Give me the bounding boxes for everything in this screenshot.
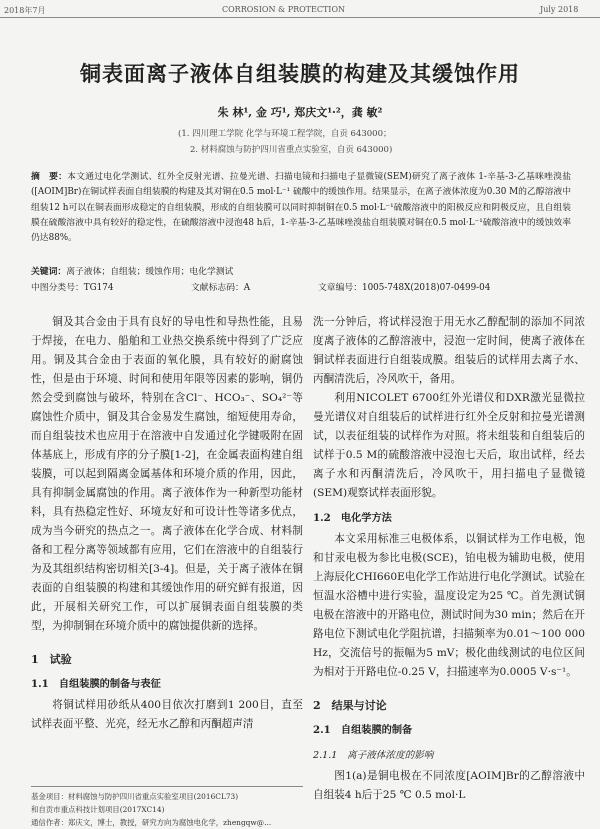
header-rule [0,17,600,18]
section-1-2-paragraph: 本文采用标准三电极体系，以铜试样为工作电极，饱和甘汞电极为参比电极(SCE)，铂电极为辅助电极，使用上海辰化CHI660E电化学工作站进行电化学测试。试验在恒温水浴槽中进行实验，温度设定为25 ℃。首先测试铜电极在溶液中的开路电位，测试时间为30 min；然后在开路电位下测试电化学阻抗谱，扫描频率为0.01～100 000 Hz，交流信号的振幅为5 mV；极化曲线测试的电位区间为相对于开路电位-0.25 V，扫描速率为0.0005 V·s⁻¹。 [313,533,585,678]
intro-paragraph: 铜及其合金由于具有良好的导电性和导热性能，且易于焊接，在电力、船舶和工业热交换系统中得到了广泛应用。铜及其合金由于表面的氧化膜，具有较好的耐腐蚀性，但是由于环境、时间和使用年限等因素的影响，铜仍然会受到腐蚀与破坏，特别在含Cl⁻、HCO₃⁻、SO₄²⁻等腐蚀性介质中，铜及其合金易发生腐蚀，缩短使用寿命，而自组装技术也应用于在溶液中自发通过化学键吸附在固体基底上，形成有序的分子膜[1-2]，在金属表面构建自组装膜，可以起到隔离金属基体和环境介质的作用，因此，具有抑制金属腐蚀的作用。离子液体作为一种新型功能材料，具有热稳定性好、环境友好和可设计性等诸多优点，成为当今研究的热点之一。离子液体在化学合成、材料制备和工程分离等领域都有应用，它们在溶液中的自组装行为及其组织结构密切相关[3-4]。但是，关于离子液体在铜表面的自组装膜的构建和其缓蚀作用的研究鲜有报道，因此，开展相关研究工作，可以扩展铜表面自组装膜的类型，为抑制铜在环境介质中的腐蚀提供新的选择。 [31,316,303,632]
clc-number: 中图分类号：TG174 [31,283,114,293]
section-1-1-heading: 1.1 自组装膜的制备与表征 [31,678,161,690]
footnote-funding-cont: 和自贡市重点科技计划项目(2017XC14) [31,805,165,814]
header-date-en: July 2018 [540,5,579,14]
author-list: 朱 林¹, 金 巧¹, 郑庆文¹·²，龚 敏² [217,106,383,119]
keywords [31,264,571,277]
keywords-text: 离子液体；自组装；缓蚀作用；电化学测试 [66,267,234,277]
section-2-1-1-paragraph: 图1(a)是铜电极在不同浓度[AOIM]Br的乙醇溶液中自组装4 h后于25 ℃ 0.5 mol·L [313,770,585,801]
right-column [313,313,585,805]
keywords-label: 关键词： [31,267,67,277]
continued-paragraph: 洗一分钟后，将试样浸泡于用无水乙醇配制的添加不同浓度离子液体的乙醇溶液中，浸泡一定时间，使离子液体在铜试样表面进行自组装成膜。组装后的试样用去离子水、丙酮清洗后，冷风吹干，备用。 [313,316,585,385]
header-date: 2018年7月 [4,6,46,15]
affiliation-2: 2. 材料腐蚀与防护四川省重点实验室，自贡 643000) [190,145,393,155]
abstract-label: 摘 要： [31,172,68,182]
section-1-2-heading: 1.2 电化学方法 [313,512,392,524]
footnote-author: 通信作者：郑庆文，博士，教授，研究方向为腐蚀电化学，zhengqw@... [31,818,272,827]
paper-title: 铜表面离子液体自组装膜的构建及其缓蚀作用 [80,61,520,86]
running-header [0,2,600,18]
footnote-funding: 基金项目：材料腐蚀与防护四川省重点实验室项目(2016CL73) [31,792,239,801]
affiliation-1: (1. 四川理工学院 化学与环境工程学院，自贡 643000； [178,129,392,139]
section-2-heading: 2 结果与讨论 [313,699,387,712]
left-column [31,313,303,734]
header-journal: CORROSION & PROTECTION [222,5,346,14]
article-id: 文章编号：1005-748X(2018)07-0499-04 [318,283,491,293]
abstract-text: 本文通过电化学测试、红外全反射光谱、拉曼光谱、扫描电镜和扫描电子显微镜(SEM)研究了离子液体 1-辛基-3-乙基咪唑溴盐([AOIM]Br)在铜试样表面自组装膜的构建及其对铜在0.5 mol·L⁻¹ 硫酸中的缓蚀作用。结果显示，在离子液体浓度为0.30 M的乙醇溶液中组装12 h可以在铜表面形成稳定的自组装膜，形成的自组装膜可以同时抑制铜在0.5 mol·L⁻¹硫酸溶液中的阳极反应和阴极反应，且自组装膜在硫酸溶液中具有较好的稳定性，在硫酸溶液中浸泡48 h后，1-辛基-3-乙基咪唑溴盐自组装膜对铜在0.5 mol·L⁻¹硫酸溶液中的缓蚀效率仍达88%。 [31,172,571,244]
document-code: 文献标志码：A [191,283,251,293]
abstract [31,170,571,246]
section-1-1-paragraph: 将铜试样用砂纸从400目依次打磨到1 200目，直至试样表面平整、光亮，经无水乙醇和丙酮超声清 [31,699,303,730]
footnotes [31,786,303,829]
characterization-paragraph: 利用NICOLET 6700红外光谱仪和DXR激光显微拉曼光谱仪对自组装后的试样进行红外全反射和拉曼光谱测试，以表征组装的试样作为对照。将未组装和自组装后的试样于0.5 M的硫酸溶液中浸泡七天后，取出试样，经去离子水和丙酮清洗后，冷风吹干，用扫描电子显微镜(SEM)观察试样表面形貌。 [313,392,585,499]
section-1-heading: 1 试验 [31,653,72,666]
section-2-1-heading: 2.1 自组装膜的制备 [313,724,413,736]
section-2-1-1-heading: 2.1.1 离子液体浓度的影响 [313,750,434,761]
